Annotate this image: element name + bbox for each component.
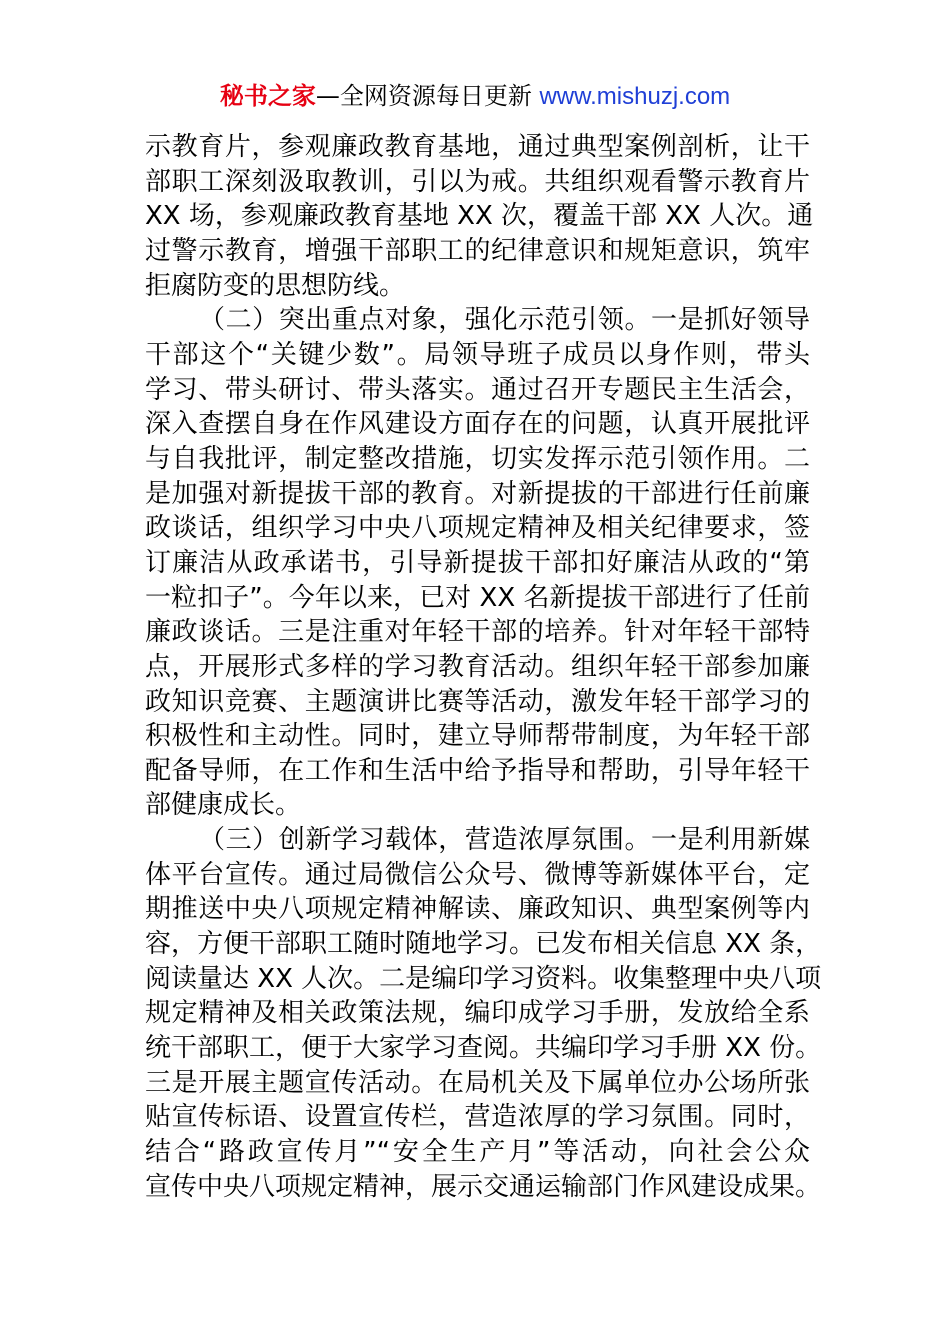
text-line: 示教育片，参观廉政教育基地，通过典型案例剖析，让干 [145,132,810,162]
text-line: 体平台宣传。通过局微信公众号、微博等新媒体平台，定 [145,859,810,890]
text-line: 积极性和主动性。同时，建立导师帮带制度，为年轻干部 [145,721,810,752]
text-line: 配备导师，在工作和生活中给予指导和帮助，引导年轻干 [145,755,810,786]
site-header [0,80,950,113]
text-line: 贴宣传标语、设置宣传栏，营造浓厚的学习氛围。同时， [145,1102,810,1133]
document-body [145,130,822,1204]
text-line: XX 场，参观廉政教育基地 XX 次，覆盖干部 XX 人次。通 [145,201,814,232]
text-line: 过警示教育，增强干部职工的纪律意识和规矩意识，筑牢 [145,235,810,266]
section-heading-line: （三）创新学习载体，营造浓厚氛围。一是利用新媒 [199,825,810,856]
text-line: 三是开展主题宣传活动。在局机关及下属单位办公场所张 [145,1067,810,1098]
text-line: 部职工深刻汲取教训，引以为戒。共组织观看警示教育片 [145,166,810,197]
text-line: 廉政谈话。三是注重对年轻干部的培养。针对年轻干部特 [145,617,810,648]
section-heading-line: （二）突出重点对象，强化示范引领。一是抓好领导 [199,305,810,336]
text-line: 期推送中央八项规定精神解读、廉政知识、典型案例等内 [145,894,810,925]
site-brand: 秘书之家 [219,82,316,110]
text-line: 阅读量达 XX 人次。二是编印学习资料。收集整理中央八项 [145,963,822,994]
text-line: 政知识竞赛、主题演讲比赛等活动，激发年轻干部学习的 [145,686,810,717]
text-line: 结合“路政宣传月”“安全生产月”等活动，向社会公众 [145,1137,810,1168]
text-line: 深入查摆自身在作风建设方面存在的问题，认真开展批评 [145,409,810,440]
site-url-link[interactable]: www.mishuzj.com [539,83,731,110]
text-line: 政谈话，组织学习中央八项规定精神及相关纪律要求，签 [145,513,810,544]
text-line: 点，开展形式多样的学习教育活动。组织年轻干部参加廉 [145,651,810,682]
site-tagline: —全网资源每日更新 [315,82,540,110]
text-line: 容，方便干部职工随时随地学习。已发布相关信息 XX 条， [145,929,822,960]
text-line: 宣传中央八项规定精神，展示交通运输部门作风建设成果。 [145,1171,822,1202]
text-line: 一粒扣子”。今年以来，已对 XX 名新提拔干部进行了任前 [145,582,810,613]
text-line: 规定精神及相关政策法规，编印成学习手册，发放给全系 [145,998,810,1029]
text-line: 统干部职工，便于大家学习查阅。共编印学习手册 XX 份。 [145,1033,822,1064]
text-line: 订廉洁从政承诺书，引导新提拔干部扣好廉洁从政的“第 [145,547,810,578]
text-line: 学习、带头研讨、带头落实。通过召开专题民主生活会， [145,374,810,405]
text-line: 部健康成长。 [145,790,302,821]
text-line: 与自我批评，制定整改措施，切实发挥示范引领作用。二 [145,443,810,474]
text-line: 是加强对新提拔干部的教育。对新提拔的干部进行任前廉 [145,478,810,509]
text-line: 干部这个“关键少数”。局领导班子成员以身作则，带头 [145,339,810,370]
text-line: 拒腐防变的思想防线。 [145,270,406,301]
